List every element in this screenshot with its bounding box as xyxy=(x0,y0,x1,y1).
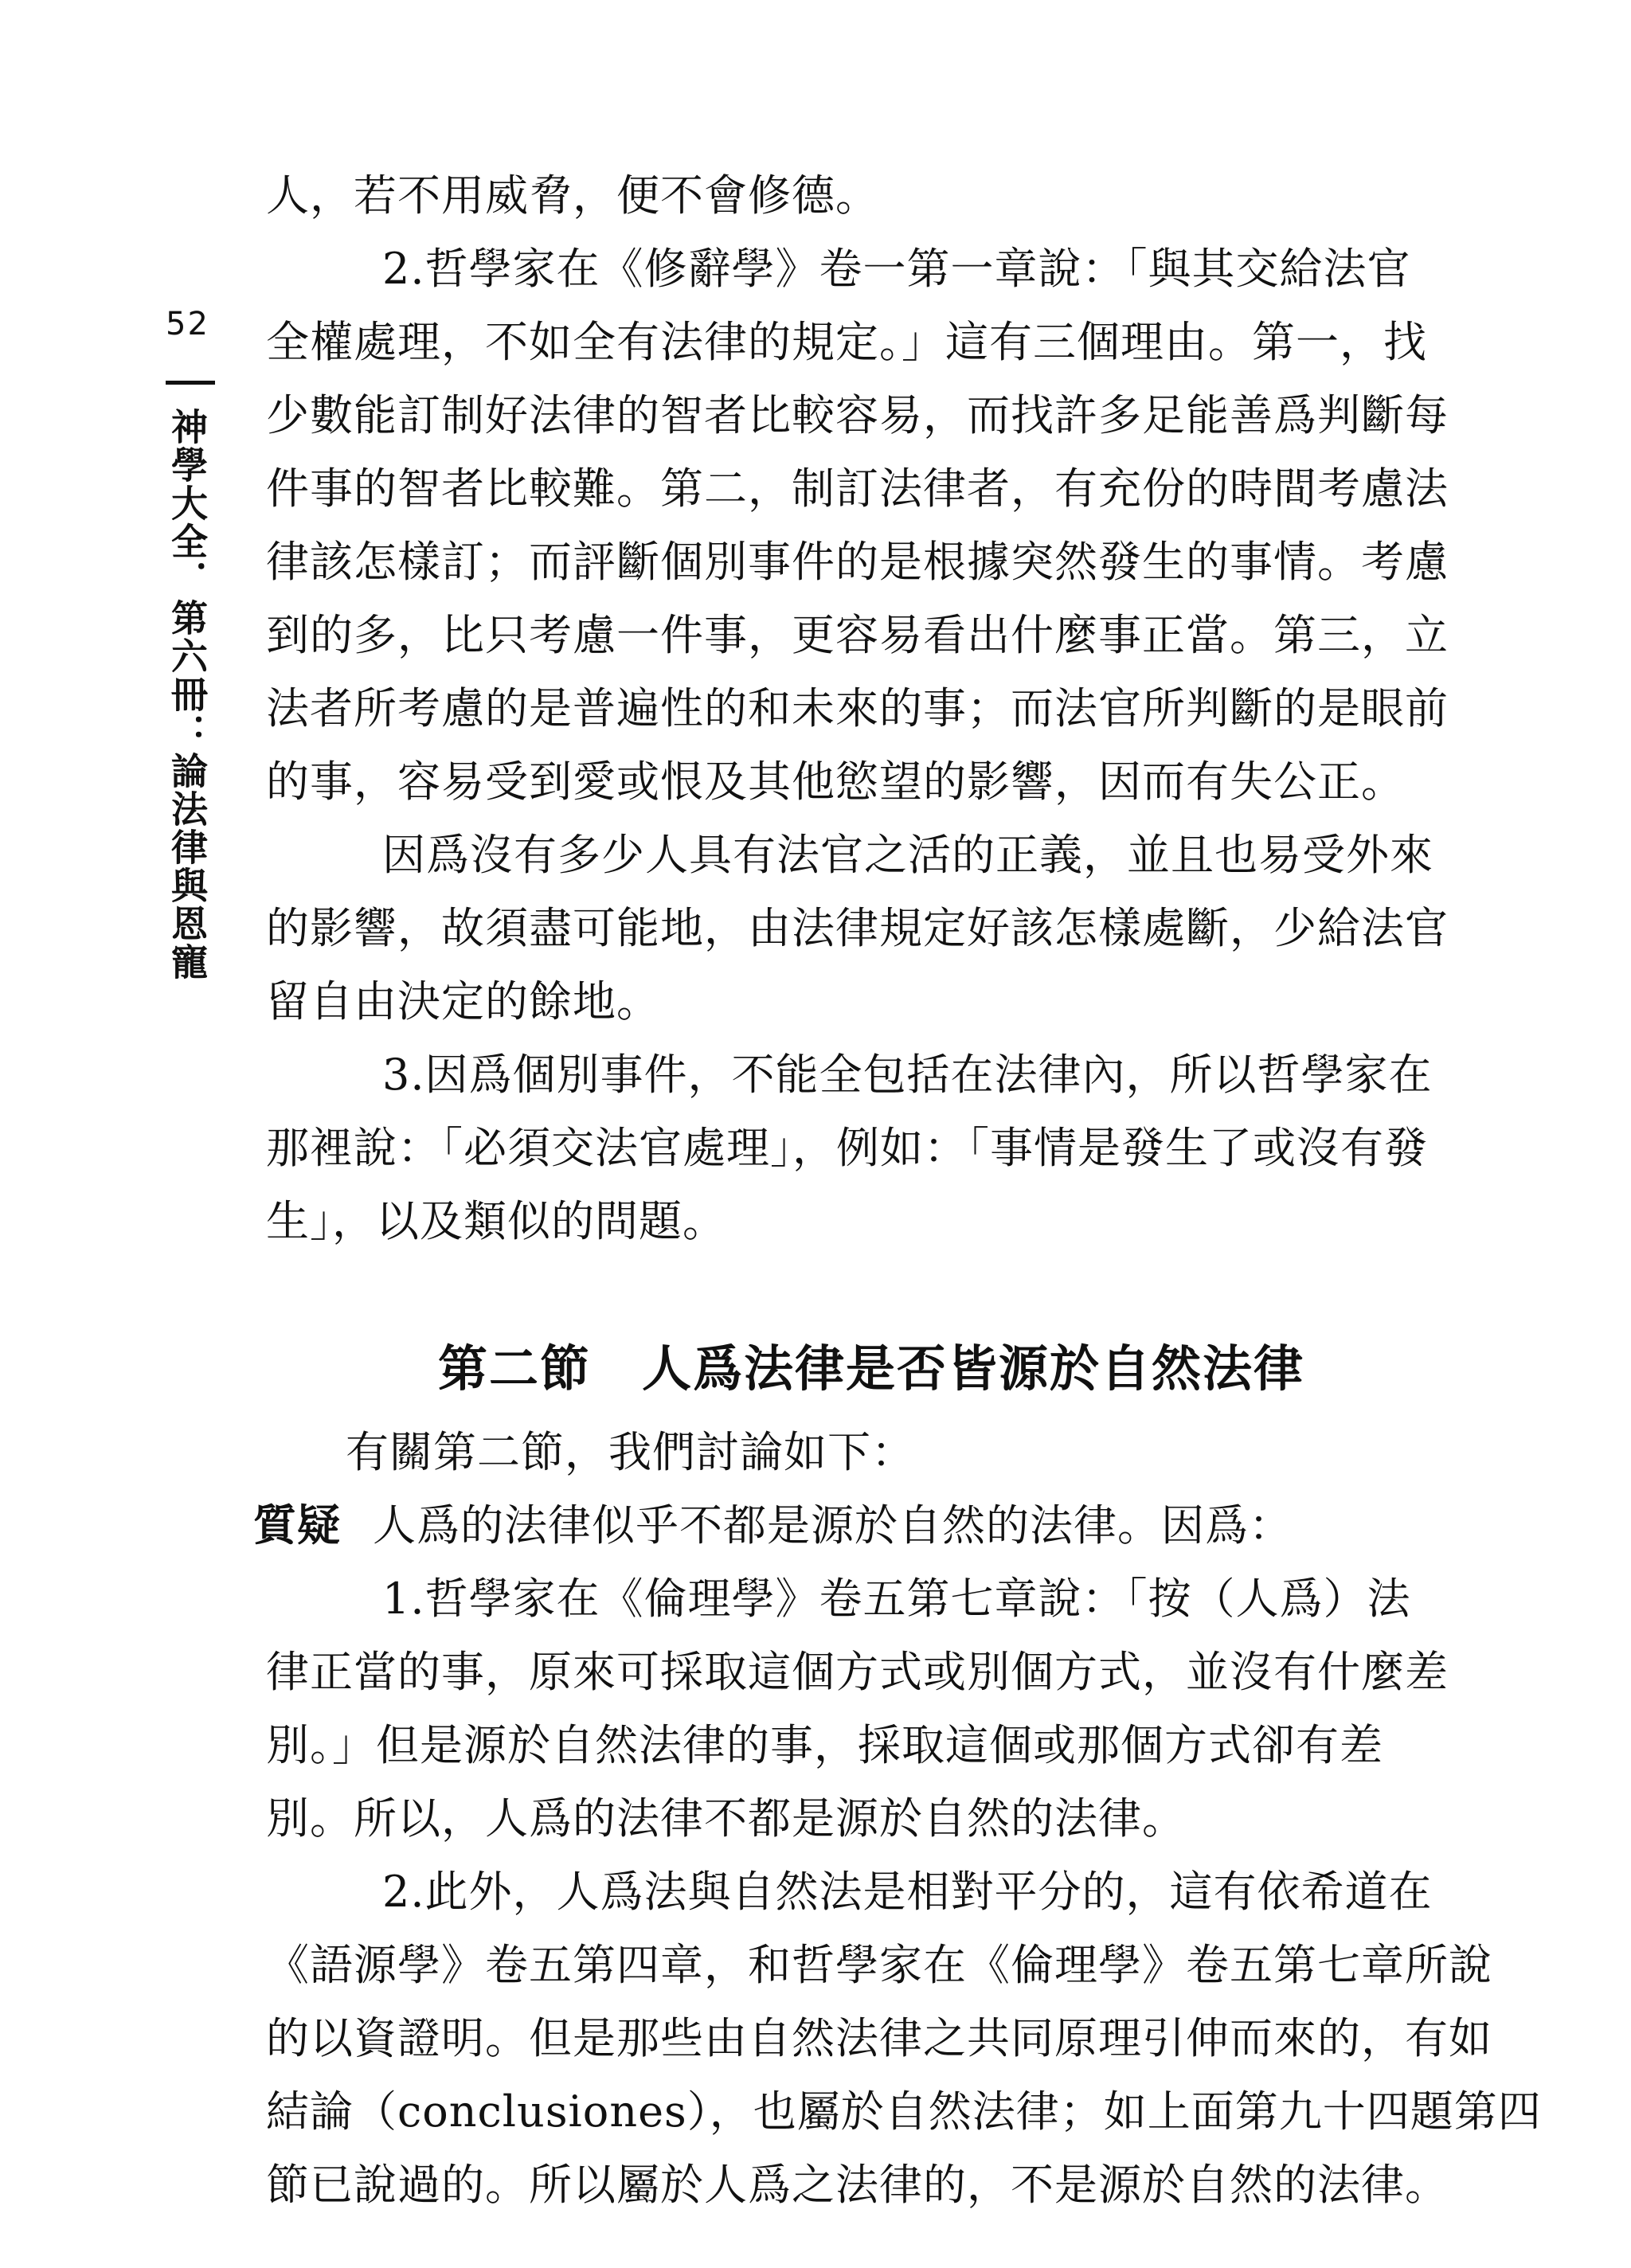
text-line: 2.此外，人爲法與自然法是相對平分的，這有依希道在 xyxy=(382,1867,1433,1917)
text-line: 全權處理，不如全有法律的規定。」這有三個理由。第一，找 xyxy=(266,317,1427,367)
text-line: 律該怎樣訂；而評斷個別事件的是根據突然發生的事情。考慮 xyxy=(266,537,1449,587)
text-line: 那裡說：「必須交法官處理」，例如：「事情是發生了或沒有發 xyxy=(266,1123,1428,1173)
page-number: 52 xyxy=(166,306,209,342)
text-line: 結論（conclusiones），也屬於自然法律；如上面第九十四題第四 xyxy=(266,2086,1542,2137)
text-line: 件事的智者比較難。第二，制訂法律者，有充份的時間考慮法 xyxy=(266,463,1449,514)
text-line: 節已說過的。所以屬於人爲之法律的，不是源於自然的法律。 xyxy=(266,2160,1449,2210)
objection-line xyxy=(253,1489,1426,1562)
text-line: 別。所以，人爲的法律不都是源於自然的法律。 xyxy=(266,1793,1186,1844)
text-line: 1.哲學家在《倫理學》卷五第七章說：「按（人爲）法 xyxy=(382,1574,1411,1624)
intro-line: 有關第二節，我們討論如下： xyxy=(346,1427,915,1477)
objection-label: 質疑 xyxy=(253,1500,341,1550)
running-title: 神學大全．第六冊：論法律與恩寵 xyxy=(166,408,209,981)
section-heading xyxy=(266,1322,1426,1416)
text-line: 生」，以及類似的問題。 xyxy=(266,1196,726,1246)
text-line: 《語源學》卷五第四章，和哲學家在《倫理學》卷五第七章所說 xyxy=(266,1940,1492,1990)
body-text xyxy=(253,159,1542,2222)
text-line: 別。」但是源於自然法律的事，採取這個或那個方式卻有差 xyxy=(266,1720,1383,1770)
text-line: 少數能訂制好法律的智者比較容易，而找許多足能善爲判斷每 xyxy=(266,390,1449,440)
text-line: 2.哲學家在《修辭學》卷一第一章說：「與其交給法官 xyxy=(382,244,1411,294)
section-number: 第二節 xyxy=(438,1339,592,1398)
text-line: 律正當的事，原來可採取這個方式或別個方式，並沒有什麼差 xyxy=(266,1647,1449,1697)
objection-text: 人爲的法律似乎不都是源於自然的法律。因爲： xyxy=(373,1500,1293,1550)
text-line: 法者所考慮的是普遍性的和未來的事；而法官所判斷的是眼前 xyxy=(266,683,1449,733)
text-line: 的影響，故須盡可能地，由法律規定好該怎樣處斷，少給法官 xyxy=(266,903,1449,953)
text-line: 的以資證明。但是那些由自然法律之共同原理引伸而來的，有如 xyxy=(266,2013,1492,2063)
text-line: 人，若不用威脅，便不會修德。 xyxy=(266,170,879,221)
section-title: 人爲法律是否皆源於自然法律 xyxy=(642,1339,1305,1398)
text-line: 的事，容易受到愛或恨及其他慾望的影響，因而有失公正。 xyxy=(266,757,1405,807)
text-line: 因爲沒有多少人具有法官之活的正義，並且也易受外來 xyxy=(382,830,1433,880)
text-line: 留自由決定的餘地。 xyxy=(266,976,660,1026)
text-line: 3.因爲個別事件，不能全包括在法律內，所以哲學家在 xyxy=(382,1050,1433,1100)
text-line: 到的多，比只考慮一件事，更容易看出什麼事正當。第三，立 xyxy=(266,610,1449,660)
margin-rule xyxy=(166,381,215,385)
